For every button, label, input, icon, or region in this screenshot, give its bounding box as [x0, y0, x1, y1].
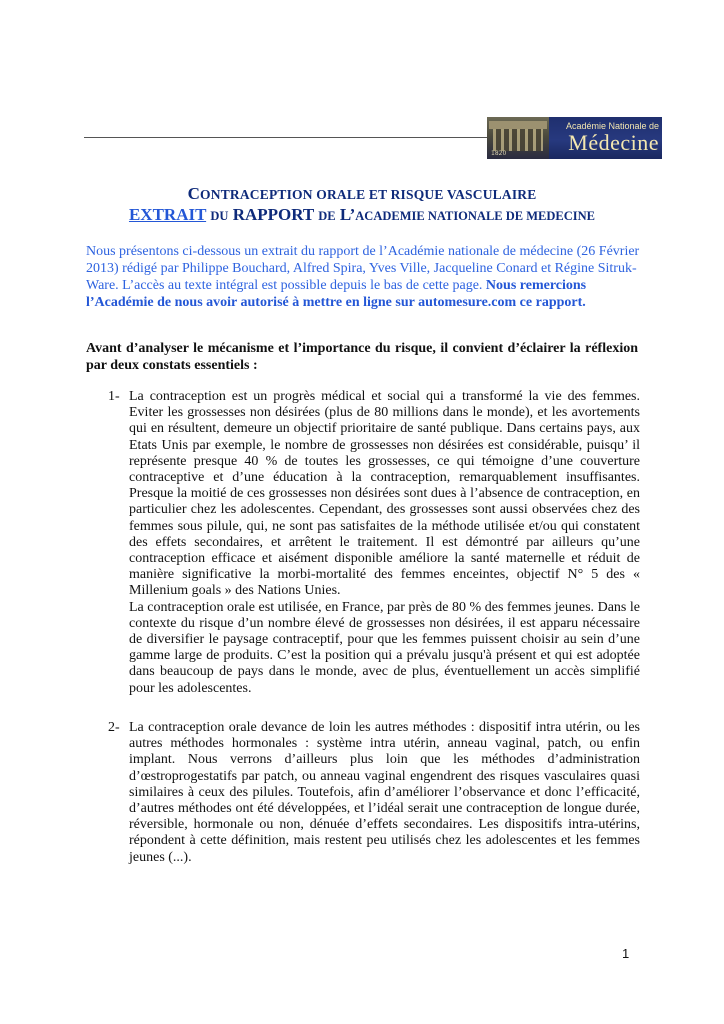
list-item-paragraph: La contraception orale est utilisée, en France, par près de 80 % des femmes jeunes. Dans le contexte du risque d’un nombre élevé de grossesses non désirées, il est apparu nécessaire de diversifier le paysage contraceptif, pour que les femmes puissent choisir au sein d’une gamme large de produits. C’est la position qui a prévalu jusqu'à présent et qui est adoptée dans beaucoup de pays dans le monde, avec de plus, éventuellement un accès simplifié pour les adolescentes.	[129, 599, 640, 696]
extrait-link[interactable]: EXTRAIT	[128, 205, 207, 224]
subtitle-academie: ACADEMIE NATIONALE DE MEDECINE	[355, 209, 596, 223]
list-item	[108, 720, 640, 866]
subtitle-rapport: RAPPORT	[232, 205, 314, 224]
document-subtitle	[0, 205, 724, 225]
lead-paragraph: Avant d’analyser le mécanisme et l’importance du risque, il convient d’éclairer la réflexion par deux constats essentiels :	[86, 341, 638, 373]
subtitle-l-initial: L’	[339, 205, 356, 224]
list-item-body	[129, 720, 640, 866]
building-roof	[489, 121, 547, 129]
title-initial: C	[187, 184, 201, 203]
intro-paragraph	[86, 243, 644, 311]
intro-text: Nous présentons ci-dessous un extrait du rapport de l’Académie nationale de médecine (26 Février 2013) rédigé par Philippe Bouchard, Alfred Spira, Yves Ville, Jacqueline Conard et Régine Sitruk-Ware. L’accès au texte intégral est possible depuis le bas de cette page.	[86, 244, 640, 293]
header-rule	[84, 137, 488, 138]
title-rest: ONTRACEPTION ORALE ET RISQUE VASCULAIRE	[200, 187, 537, 202]
intro-thanks: Nous remercions l’Académie de nous avoir autorisé à mettre en ligne sur automesure.com ce rapport.	[86, 278, 587, 310]
academie-building-image	[487, 117, 549, 159]
logo-line2: Médecine	[568, 130, 659, 155]
building-columns	[493, 129, 543, 151]
subtitle-de: DE	[318, 209, 336, 223]
list-item	[108, 389, 640, 697]
subtitle-du: DU	[210, 209, 229, 223]
list-item-body	[129, 389, 640, 697]
logo-line1: Académie Nationale de	[565, 121, 659, 131]
academie-logo	[487, 117, 662, 159]
document-title	[0, 184, 724, 204]
list-item-paragraph: La contraception orale devance de loin les autres méthodes : dispositif intra utérin, ou les autres méthodes hormonales : système intra utérin, anneau vaginal, patch, ou enfin implant. Nous verrons d’ailleurs plus loin que les méthodes d’administration d’œstroprogestatifs par patch, ou anneau vaginal engendrent des risques vasculaires quasi similaires à ceux des pilules. Toutefois, afin d’améliorer l’observance et donc l’efficacité, d’autres méthodes ont été développées, et l’idéal serait une contraception de longue durée, réversible, hormonale ou non, dénuée d’effets secondaires. Les dispositifs intra-utérins, répondent à cette définition, mais restent peu utilisés chez les adolescentes et les femmes jeunes (...).	[129, 720, 640, 865]
logo-year: 1820	[491, 150, 507, 157]
list-item-number: 1-	[108, 389, 120, 404]
list-item-paragraph: La contraception est un progrès médical et social qui a transformé la vie des femmes. Eviter les grossesses non désirées (plus de 80 millions dans le monde), et les avortements qui en résultent, demeure un objectif prioritaire de santé publique. Dans certains pays, aux Etats Unis par exemple, le nombre de grossesses non désirées est considérable, puisqu’ il représente presque 40 % de toutes les grossesses, ce qui témoigne d’une couverture contraceptive et d’une éducation à la contraception, remarquablement insuffisantes. Presque la moitié de ces grossesses non désirées sont dues à l’absence de contraception, en particulier chez les adolescentes. Cependant, des grossesses sont aussi observées chez des femmes sous pilule, qui, ne sont pas satisfaites de la méthode utilisée et/ou qui constatent des effets secondaires, et arrêtent le traitement. Il est démontré par ailleurs qu’une contraception efficace et aisément disponible améliore la santé maternelle et réduit de manière significative la morbi-mortalité des femmes enceintes, objectif N° 5 des « Millenium goals » des Nations Unies.	[129, 389, 640, 599]
page-number: 1	[622, 946, 630, 961]
list-item-number: 2-	[108, 720, 120, 735]
